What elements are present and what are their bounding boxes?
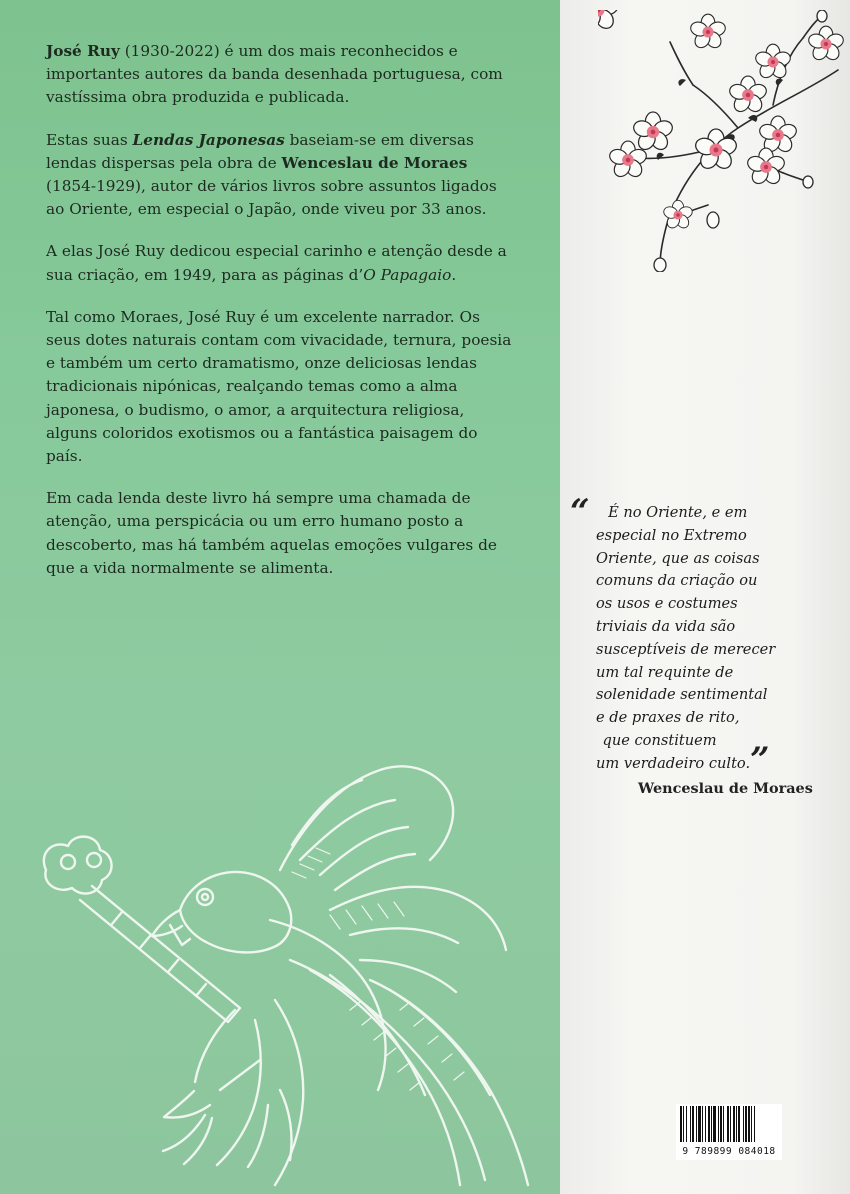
blurb-paragraph-4 xyxy=(46,306,516,468)
text-run: José Ruy xyxy=(46,42,120,60)
blurb-paragraph-2 xyxy=(46,129,516,222)
quote-line: e de praxes de rito, xyxy=(596,709,740,727)
text-run: O Papagaio xyxy=(363,265,452,284)
text-run: Lendas Japonesas xyxy=(132,130,285,149)
text-run: Em cada lenda deste livro há sempre uma chamada de atenção, uma perspicácia ou um erro humano posto a descoberto, mas há também aquelas emoções vulgares de que a vida normalmente se alimenta. xyxy=(46,489,497,577)
text-run: Tal como Moraes, José Ruy é um excelente narrador. Os seus dotes naturais contam com vivacidade, ternura, poesia e também um certo dramatismo, onze deliciosas lendas tradicionais nipónicas, realçando temas como a alma japonesa, o budismo, o amor, a arquitectura religiosa, alguns coloridos exotismos ou a fantástica paisagem do país. xyxy=(46,307,512,466)
text-run: Wenceslau de Moraes xyxy=(281,153,468,172)
barcode-bars-icon xyxy=(676,1104,782,1146)
quote-author: Wenceslau de Moraes xyxy=(638,780,813,797)
quote-line: Oriente, que as coisas xyxy=(596,549,760,567)
text-run: Estas suas xyxy=(46,130,133,149)
blurb-paragraph-5 xyxy=(46,487,516,580)
text-run: baseiam-se em diversas lendas dispersas pela obra de xyxy=(46,130,474,172)
blurb-paragraph-3 xyxy=(46,240,516,286)
quote-line: susceptíveis de merecer xyxy=(596,640,776,658)
quote-line: um verdadeiro culto. xyxy=(596,754,751,772)
cherry-blossom-branch-icon xyxy=(598,10,848,272)
blurb-paragraph-1 xyxy=(46,40,516,110)
text-run: . xyxy=(451,265,457,284)
quote-line: triviais da vida são xyxy=(596,617,736,635)
text-run: (1854-1929), autor de vários livros sobre assuntos ligados ao Oriente, em especial o Japão, onde viveu por 33 anos. xyxy=(46,177,497,219)
quote-text xyxy=(596,502,816,780)
quote-line: comuns da criação ou xyxy=(596,572,758,590)
quote-line: especial no Extremo xyxy=(596,526,747,544)
phoenix-bird-illustration-icon xyxy=(30,760,560,1190)
close-quote-icon: ” xyxy=(750,740,770,780)
quote-line: solenidade sentimental xyxy=(596,686,768,704)
quote-line: um tal requinte de xyxy=(596,663,734,681)
quote-line: os usos e costumes xyxy=(596,595,738,613)
text-run: (1930-2022) é um dos mais reconhecidos e importantes autores da banda desenhada portuguesa, com vastíssima obra produzida e publicada. xyxy=(46,42,503,107)
open-quote-icon: “ xyxy=(570,492,590,532)
blossom-flower xyxy=(598,10,620,32)
isbn-number: 9 789899 084018 xyxy=(682,1146,776,1157)
quote-line: É no Oriente, e em xyxy=(608,504,748,521)
text-run: A elas José Ruy dedicou especial carinho e atenção desde a sua criação, em 1949, para as páginas d’ xyxy=(46,242,507,284)
back-cover-blurb xyxy=(46,40,516,599)
quote-line: que constituem xyxy=(602,731,717,749)
isbn-barcode xyxy=(676,1104,782,1160)
